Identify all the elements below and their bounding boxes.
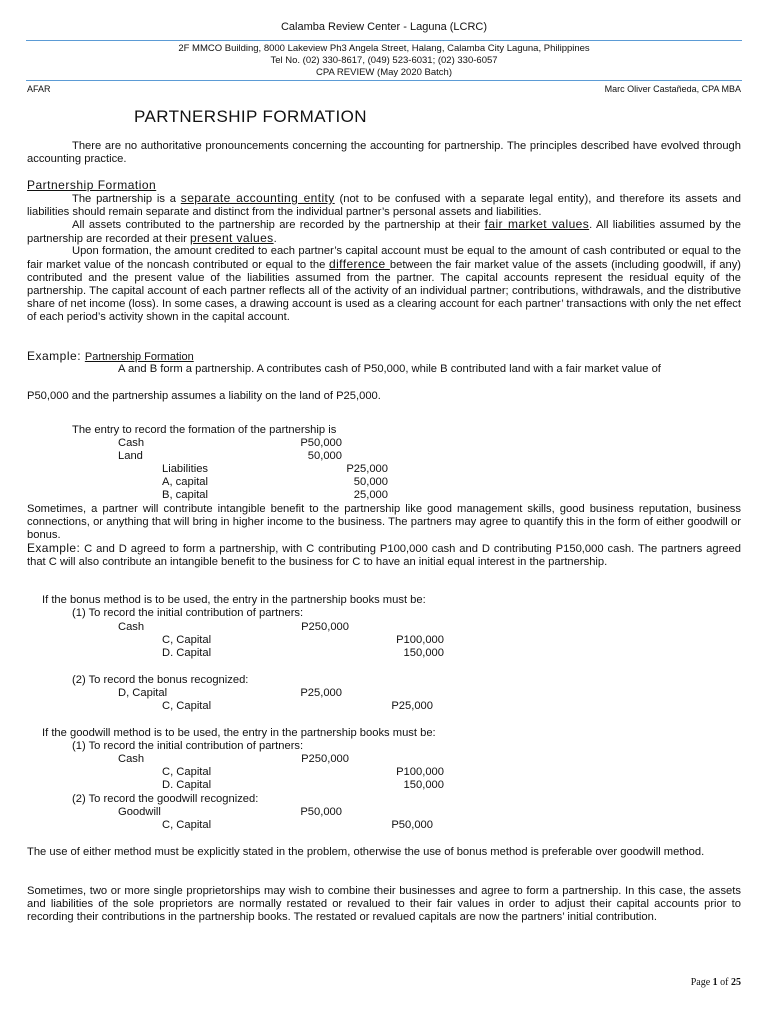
paragraph-intangible-benefit: Sometimes, a partner will contribute intangible benefit to the partnership like good management skills, good business reputation, business connections, or anything that will bring in higher income to the business. The partners may agree to quantify this in the form of either goodwill or bonus. <box>27 503 741 541</box>
header-address: 2F MMCO Building, 8000 Lakeview Ph3 Angela Street, Halang, Calamba City Laguna, Philippines <box>178 43 590 54</box>
paragraph-capital-accounts: Upon formation, the amount credited to each partner’s capital account must be equal to the amount of cash contributed or equal to the fair market value of the noncash contributed or equal to the difference between the fair market value of the assets (including goodwill, if any) contributed and the present value of the liabilities assumed from the partner. The capital accounts represent the residual equity of the partnership. The capital account of each partner reflects all of the activity of an individual partner; contributions, withdrawals, and the distributive share of net income (loss). In some cases, a drawing account is used as a clearing account for each partner’ transactions with only the net effect of each period’s activity shown in the capital account. <box>27 245 742 323</box>
example1-line2: P50,000 and the partnership assumes a liability on the land of P25,000. <box>27 390 381 402</box>
author-name: Marc Oliver Castañeda, CPA MBA <box>604 84 741 94</box>
entry-cash: Cash <box>118 437 145 449</box>
paragraph-separate-entity: The partnership is a separate accounting entity (not to be confused with a separate legal entity), and therefore its assets and liabilities should remain separate and distinct from the individual partner’s personal assets and liabilities. <box>27 191 742 218</box>
header-batch: CPA REVIEW (May 2020 Batch) <box>315 67 453 78</box>
page-number: Page 1 of 25 <box>690 977 741 988</box>
goodwill-d-capital-amount: 150,000 <box>403 779 444 791</box>
goodwill-account-amount: P50,000 <box>300 806 342 818</box>
subject-label: AFAR <box>27 84 51 94</box>
bonus-c-capital-credit: C, Capital <box>162 700 212 712</box>
example1-heading: Example: Partnership Formation <box>27 349 194 363</box>
header-telephone: Tel No. (02) 330-8617, (049) 523-6031; (02) 330-6057 <box>270 55 498 66</box>
bonus-d-capital-amount: 150,000 <box>403 647 444 659</box>
bonus-c-capital-amount: P100,000 <box>396 634 444 646</box>
entry-a-capital: A, capital <box>162 476 209 488</box>
entry-liabilities-amount: P25,000 <box>346 463 388 475</box>
example2-paragraph: Example: C and D agreed to form a partnership, with C contributing P100,000 cash and D contributing P150,000 cash. The partners agreed that C will also contribute an intangible benefit to the business for C to have an initial equal interest in the partnership. <box>27 541 741 568</box>
example1-entry-intro: The entry to record the formation of the partnership is <box>72 424 337 436</box>
entry-land-amount: 50,000 <box>307 450 342 462</box>
entry-liabilities: Liabilities <box>162 463 209 475</box>
goodwill-d-capital: D. Capital <box>162 779 212 791</box>
goodwill-account: Goodwill <box>118 806 161 818</box>
document-title: PARTNERSHIP FORMATION <box>134 107 367 126</box>
header-rule-top <box>26 40 742 41</box>
intro-paragraph: There are no authoritative pronouncements concerning the accounting for partnership. The principles described have evolved through accounting practice. <box>27 140 741 165</box>
goodwill-step1: (1) To record the initial contribution of partners: <box>72 740 304 752</box>
paragraph-method-preference: The use of either method must be explicitly stated in the problem, otherwise the use of bonus method is preferable over goodwill method. <box>27 846 705 858</box>
goodwill-c-capital: C, Capital <box>162 766 212 778</box>
bonus-d-capital: D. Capital <box>162 647 212 659</box>
entry-b-capital-amount: 25,000 <box>353 489 388 501</box>
bonus-c-capital-credit-amount: P25,000 <box>391 700 433 712</box>
goodwill-c-capital-amount: P100,000 <box>396 766 444 778</box>
bonus-cash: Cash <box>118 621 145 633</box>
bonus-cash-amount: P250,000 <box>301 621 349 633</box>
entry-cash-amount: P50,000 <box>300 437 342 449</box>
goodwill-step2: (2) To record the goodwill recognized: <box>72 793 259 805</box>
review-center-name: Calamba Review Center - Laguna (LCRC) <box>280 21 488 33</box>
paragraph-sole-proprietors: Sometimes, two or more single proprietorships may wish to combine their businesses and agree to form a partnership. In this case, the assets and liabilities of the sole proprietors are normally restated or revalued to their fair values in order to adjust their capital accounts prior to recording their contributions in the partnership books. The restated or revalued capitals are now the partners’ initial contribution. <box>27 885 741 923</box>
example1-line1: A and B form a partnership. A contributes cash of P50,000, while B contributed land with a fair market value of <box>118 363 661 375</box>
entry-b-capital: B, capital <box>162 489 209 501</box>
entry-a-capital-amount: 50,000 <box>353 476 388 488</box>
bonus-d-capital-debit-amount: P25,000 <box>300 687 342 699</box>
goodwill-c-capital-credit-amount: P50,000 <box>391 819 433 831</box>
goodwill-cash: Cash <box>118 753 145 765</box>
bonus-d-capital-debit: D, Capital <box>118 687 168 699</box>
section-heading: Partnership Formation <box>27 178 157 192</box>
bonus-step2: (2) To record the bonus recognized: <box>72 674 249 686</box>
bonus-c-capital: C, Capital <box>162 634 212 646</box>
bonus-intro: If the bonus method is to be used, the entry in the partnership books must be: <box>42 594 426 606</box>
header-rule-bottom <box>26 80 742 81</box>
goodwill-cash-amount: P250,000 <box>301 753 349 765</box>
entry-land: Land <box>118 450 143 462</box>
goodwill-c-capital-credit: C, Capital <box>162 819 212 831</box>
bonus-step1: (1) To record the initial contribution of partners: <box>72 607 304 619</box>
paragraph-fair-values: All assets contributed to the partnership are recorded by the partnership at their fair market values. All liabilities assumed by the partnership are recorded at their present values. <box>27 217 741 245</box>
goodwill-intro: If the goodwill method is to be used, the entry in the partnership books must be: <box>42 727 436 739</box>
